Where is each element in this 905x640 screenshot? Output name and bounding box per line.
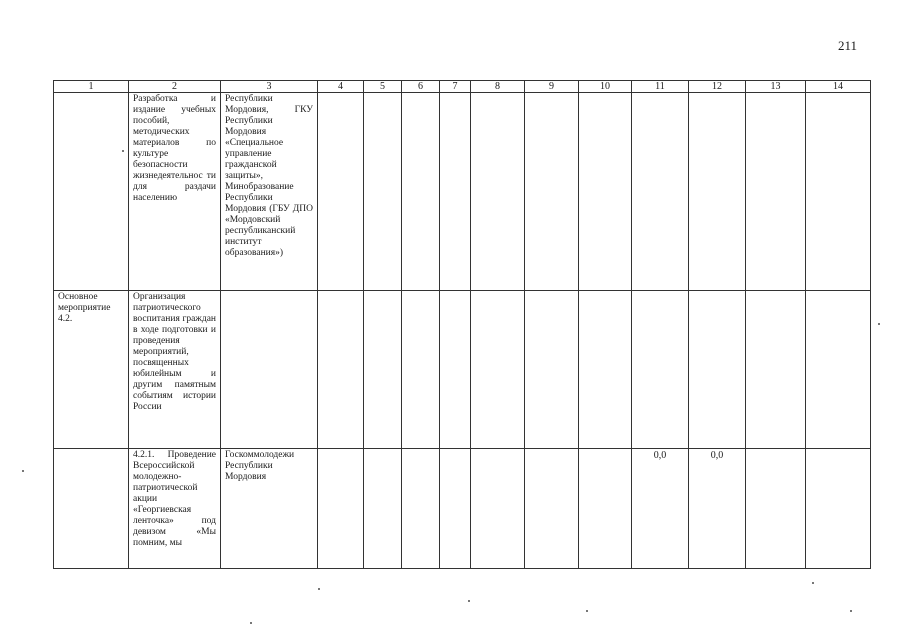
scan-speck (878, 323, 880, 325)
row1-cell-8 (471, 93, 525, 291)
row2-name-cell: Организация патриотического воспитания граждан в ходе подготовки и проведения мероприятий, посвященных юбилейным и другим памятным событиям истории России (129, 291, 221, 449)
row1-cell-7 (440, 93, 471, 291)
col-header-4: 4 (318, 81, 364, 93)
row3-executor-cell: Госкоммолодежи Республики Мордовия (221, 449, 318, 569)
col-header-1: 1 (54, 81, 129, 93)
page-number: 211 (838, 38, 858, 53)
row2-cell-11 (632, 291, 689, 449)
row1-measure-cell (54, 93, 129, 291)
row3-cell-8 (471, 449, 525, 569)
row3-cell-11: 0,0 (632, 449, 689, 569)
row1-name-cell: Разработка и издание учебных пособий, методических материалов по культуре безопасности жизнедеятельнос ти для раздачи населению (129, 93, 221, 291)
row3-cell-4 (318, 449, 364, 569)
row1-cell-4 (318, 93, 364, 291)
scan-speck (812, 582, 814, 584)
col-header-7: 7 (440, 81, 471, 93)
row2-cell-9 (525, 291, 579, 449)
row1-cell-9 (525, 93, 579, 291)
row3-cell-7 (440, 449, 471, 569)
col-header-8: 8 (471, 81, 525, 93)
col-header-11: 11 (632, 81, 689, 93)
col-header-2: 2 (129, 81, 221, 93)
row2-cell-8 (471, 291, 525, 449)
row3-cell-6 (402, 449, 440, 569)
row3-cell-12: 0,0 (689, 449, 746, 569)
row3-cell-14 (806, 449, 871, 569)
row1-cell-14 (806, 93, 871, 291)
row3-cell-5 (364, 449, 402, 569)
col-header-9: 9 (525, 81, 579, 93)
row1-cell-6 (402, 93, 440, 291)
row3-cell-9 (525, 449, 579, 569)
row1-cell-13 (746, 93, 806, 291)
row3-name-cell: 4.2.1. Проведение Всероссийской молодежно-патриотической акции «Георгиевская ленточка» под девизом «Мы помним, мы (129, 449, 221, 569)
table-row (54, 291, 871, 449)
row2-cell-13 (746, 291, 806, 449)
col-header-13: 13 (746, 81, 806, 93)
row3-measure-cell (54, 449, 129, 569)
row2-executor-cell (221, 291, 318, 449)
scan-speck (318, 588, 320, 590)
col-header-6: 6 (402, 81, 440, 93)
row1-cell-5 (364, 93, 402, 291)
col-header-14: 14 (806, 81, 871, 93)
row1-cell-11 (632, 93, 689, 291)
scan-speck (122, 150, 124, 152)
program-table (53, 80, 871, 569)
scan-speck (586, 610, 588, 612)
col-header-10: 10 (579, 81, 632, 93)
scan-speck (850, 610, 852, 612)
col-header-3: 3 (221, 81, 318, 93)
scan-speck (250, 622, 252, 624)
row1-executor-cell: Республики Мордовия, ГКУ Республики Мордовия «Специальное управление гражданской защиты», Минобразование Республики Мордовия (ГБУ ДПО «Мордовский республиканский институт образования») (221, 93, 318, 291)
scan-speck (468, 600, 470, 602)
row2-cell-7 (440, 291, 471, 449)
col-header-5: 5 (364, 81, 402, 93)
row2-cell-14 (806, 291, 871, 449)
table-row (54, 449, 871, 569)
row3-cell-13 (746, 449, 806, 569)
col-header-12: 12 (689, 81, 746, 93)
row2-cell-4 (318, 291, 364, 449)
scan-speck (22, 470, 24, 472)
row3-cell-10 (579, 449, 632, 569)
row1-cell-10 (579, 93, 632, 291)
row1-cell-12 (689, 93, 746, 291)
table-row (54, 93, 871, 291)
row2-cell-12 (689, 291, 746, 449)
row2-cell-6 (402, 291, 440, 449)
row2-cell-5 (364, 291, 402, 449)
row2-measure-cell: Основное мероприятие 4.2. (54, 291, 129, 449)
row2-cell-10 (579, 291, 632, 449)
header-row (54, 81, 871, 93)
